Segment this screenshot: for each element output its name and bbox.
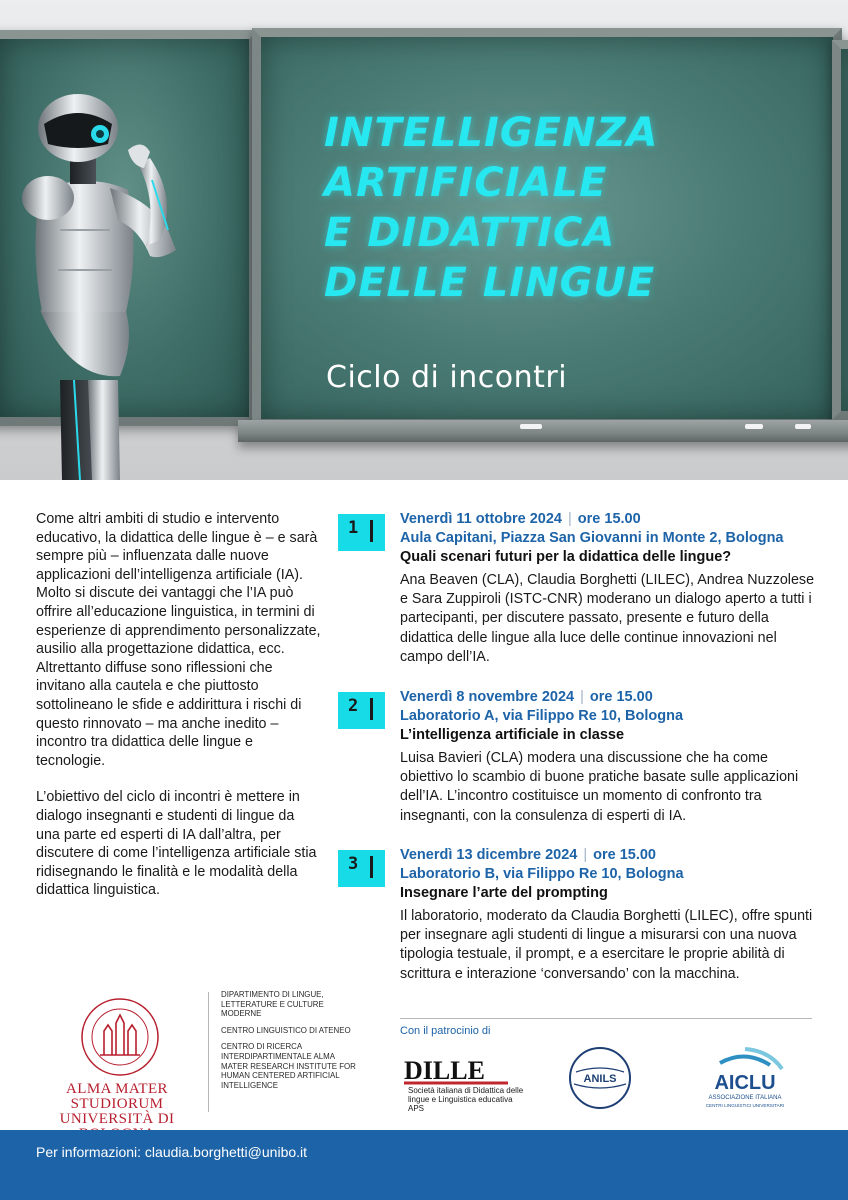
unibo-name-line: UNIVERSITÀ DI: [59, 1111, 175, 1127]
event-number-badge: [338, 692, 385, 729]
separator: |: [568, 511, 572, 527]
aiclu-logo: [690, 1043, 800, 1113]
chalk-piece: [520, 424, 542, 429]
title-line: DELLE LINGUE: [324, 260, 656, 306]
event-description: Il laboratorio, moderato da Claudia Borghetti (LILEC), offre spunti per insegnare agli studenti di lingue a misurarsi con una nuova tipologia testuale, il prompt, e a esercitare le proprie abilità di scrittura e interazione ‘conversando’ con la macchina.: [400, 908, 813, 982]
chalk-piece: [795, 424, 811, 429]
robot-illustration: [0, 80, 230, 480]
patronage-divider: [400, 1018, 812, 1019]
separator: |: [583, 847, 588, 863]
intro-paragraph: L’obiettivo del ciclo di incontri è mettere in dialogo insegnanti e studenti di lingue da una parte ed esperti di IA dall’altra, per discutere di come l’intelligenza artificiale stia ridisegnando le finalità e le modalità della didattica linguistica.: [36, 789, 317, 899]
event-place: Laboratorio A, via Filippo Re 10, Bologna: [400, 708, 684, 724]
title-line: ARTIFICIALE: [324, 160, 608, 206]
footer-bar: [0, 1130, 848, 1200]
intro-paragraph: Come altri ambiti di studio e intervento educativo, la didattica delle lingue è – e sarà sempre più – influenzata dalle nuove applicazioni dell’intelligenza artificiale (IA). Molto si discute dei vantaggi che l’IA può offrire all’educazione linguistica, in termini di esperienze di apprendimento personalizzate, ausilio alla progettazione didattica, ecc. Altrettanto diffuse sono riflessioni che invitano alla cautela e che piuttosto sottolineano le sfide e addirittura i rischi di questo rinnovato – ma anche inedito – incontro tra didattica delle lingue e tecnologie.: [36, 511, 321, 769]
event-date: Venerdì 11 ottobre 2024: [400, 511, 562, 527]
event-date-line: [400, 688, 820, 707]
contact-info[interactable]: Per informazioni: claudia.borghetti@unibo.it: [36, 1144, 308, 1160]
event-topic: Quali scenari futuri per la didattica delle lingue?: [400, 549, 732, 565]
anils-logo: [568, 1046, 632, 1110]
event-number: 2: [348, 696, 359, 716]
dille-caption: Società italiana di Didattica delle lingue e Linguistica educativa APS: [408, 1086, 524, 1113]
event-date-line: [400, 510, 820, 529]
event-time: ore 15.00: [577, 511, 641, 527]
badge-bar: [370, 698, 373, 720]
event-number-badge: [338, 850, 385, 887]
aiclu-wordmark: AICLU: [714, 1072, 776, 1094]
event-topic: Insegnare l’arte del prompting: [400, 885, 608, 901]
aiclu-caption: CENTRI LINGUISTICI UNIVERSITARI: [705, 1103, 785, 1108]
anils-wordmark: ANILS: [583, 1073, 617, 1085]
badge-bar: [370, 856, 373, 878]
dille-wordmark: DILLE: [404, 1056, 485, 1085]
separator: |: [580, 689, 584, 705]
logo-divider: [208, 992, 209, 1112]
title-line: E DIDATTICA: [324, 210, 616, 256]
hero-banner: [0, 0, 848, 480]
department-item: CENTRO DI RICERCA INTERDIPARTIMENTALE ALMA MATER RESEARCH INSTITUTE FOR HUMAN CENTERED ARTIFICIAL INTELLIGENCE: [221, 1042, 356, 1090]
department-item: DIPARTIMENTO DI LINGUE, LETTERATURE E CULTURE MODERNE: [221, 990, 324, 1019]
event-number-badge: [338, 514, 385, 551]
event-place: Aula Capitani, Piazza San Giovanni in Monte 2, Bologna: [400, 530, 784, 546]
intro-text: [36, 510, 321, 918]
patronage-label: Con il patrocinio di: [400, 1025, 491, 1037]
unibo-name-line: ALMA MATER STUDIORUM: [66, 1081, 168, 1112]
event-number: 3: [348, 854, 359, 874]
event-description: Ana Beaven (CLA), Claudia Borghetti (LILEC), Andrea Nuzzolese e Sara Zuppiroli (ISTC-CNR) moderano un dialogo aperto a tutti i partecipanti, per discutere passato, presente e futuro della didattica delle lingue alla luce delle continue innovazioni nel campo dell’IA.: [400, 572, 815, 665]
event-date: Venerdì 8 novembre 2024: [400, 689, 575, 705]
chalk-piece: [745, 424, 763, 429]
event-time: ore 15.00: [589, 689, 653, 705]
event-description: Luisa Bavieri (CLA) modera una discussione che ha come obiettivo lo scambio di buone pratiche basate sulle applicazioni dell’IA. L’incontro costituisce un momento di confronto tra insegnanti, con la consulenza di esperti di IA.: [400, 750, 799, 824]
event-subtitle: Ciclo di incontri: [326, 360, 568, 395]
event-topic: L’intelligenza artificiale in classe: [400, 727, 625, 743]
event-number: 1: [348, 518, 359, 538]
department-item: CENTRO LINGUISTICO DI ATENEO: [221, 1025, 351, 1035]
departments-list: [221, 990, 361, 1097]
title-line: INTELLIGENZA: [324, 110, 659, 156]
event-place: Laboratorio B, via Filippo Re 10, Bologna: [400, 866, 684, 882]
event-date: Venerdì 13 dicembre 2024: [400, 847, 578, 863]
badge-bar: [370, 520, 373, 542]
event-title: [324, 108, 824, 308]
aiclu-caption: ASSOCIAZIONE ITALIANA: [708, 1095, 782, 1101]
event-time: ore 15.00: [593, 847, 656, 863]
event-date-line: [400, 846, 820, 865]
chalkboard-right: [832, 40, 848, 420]
